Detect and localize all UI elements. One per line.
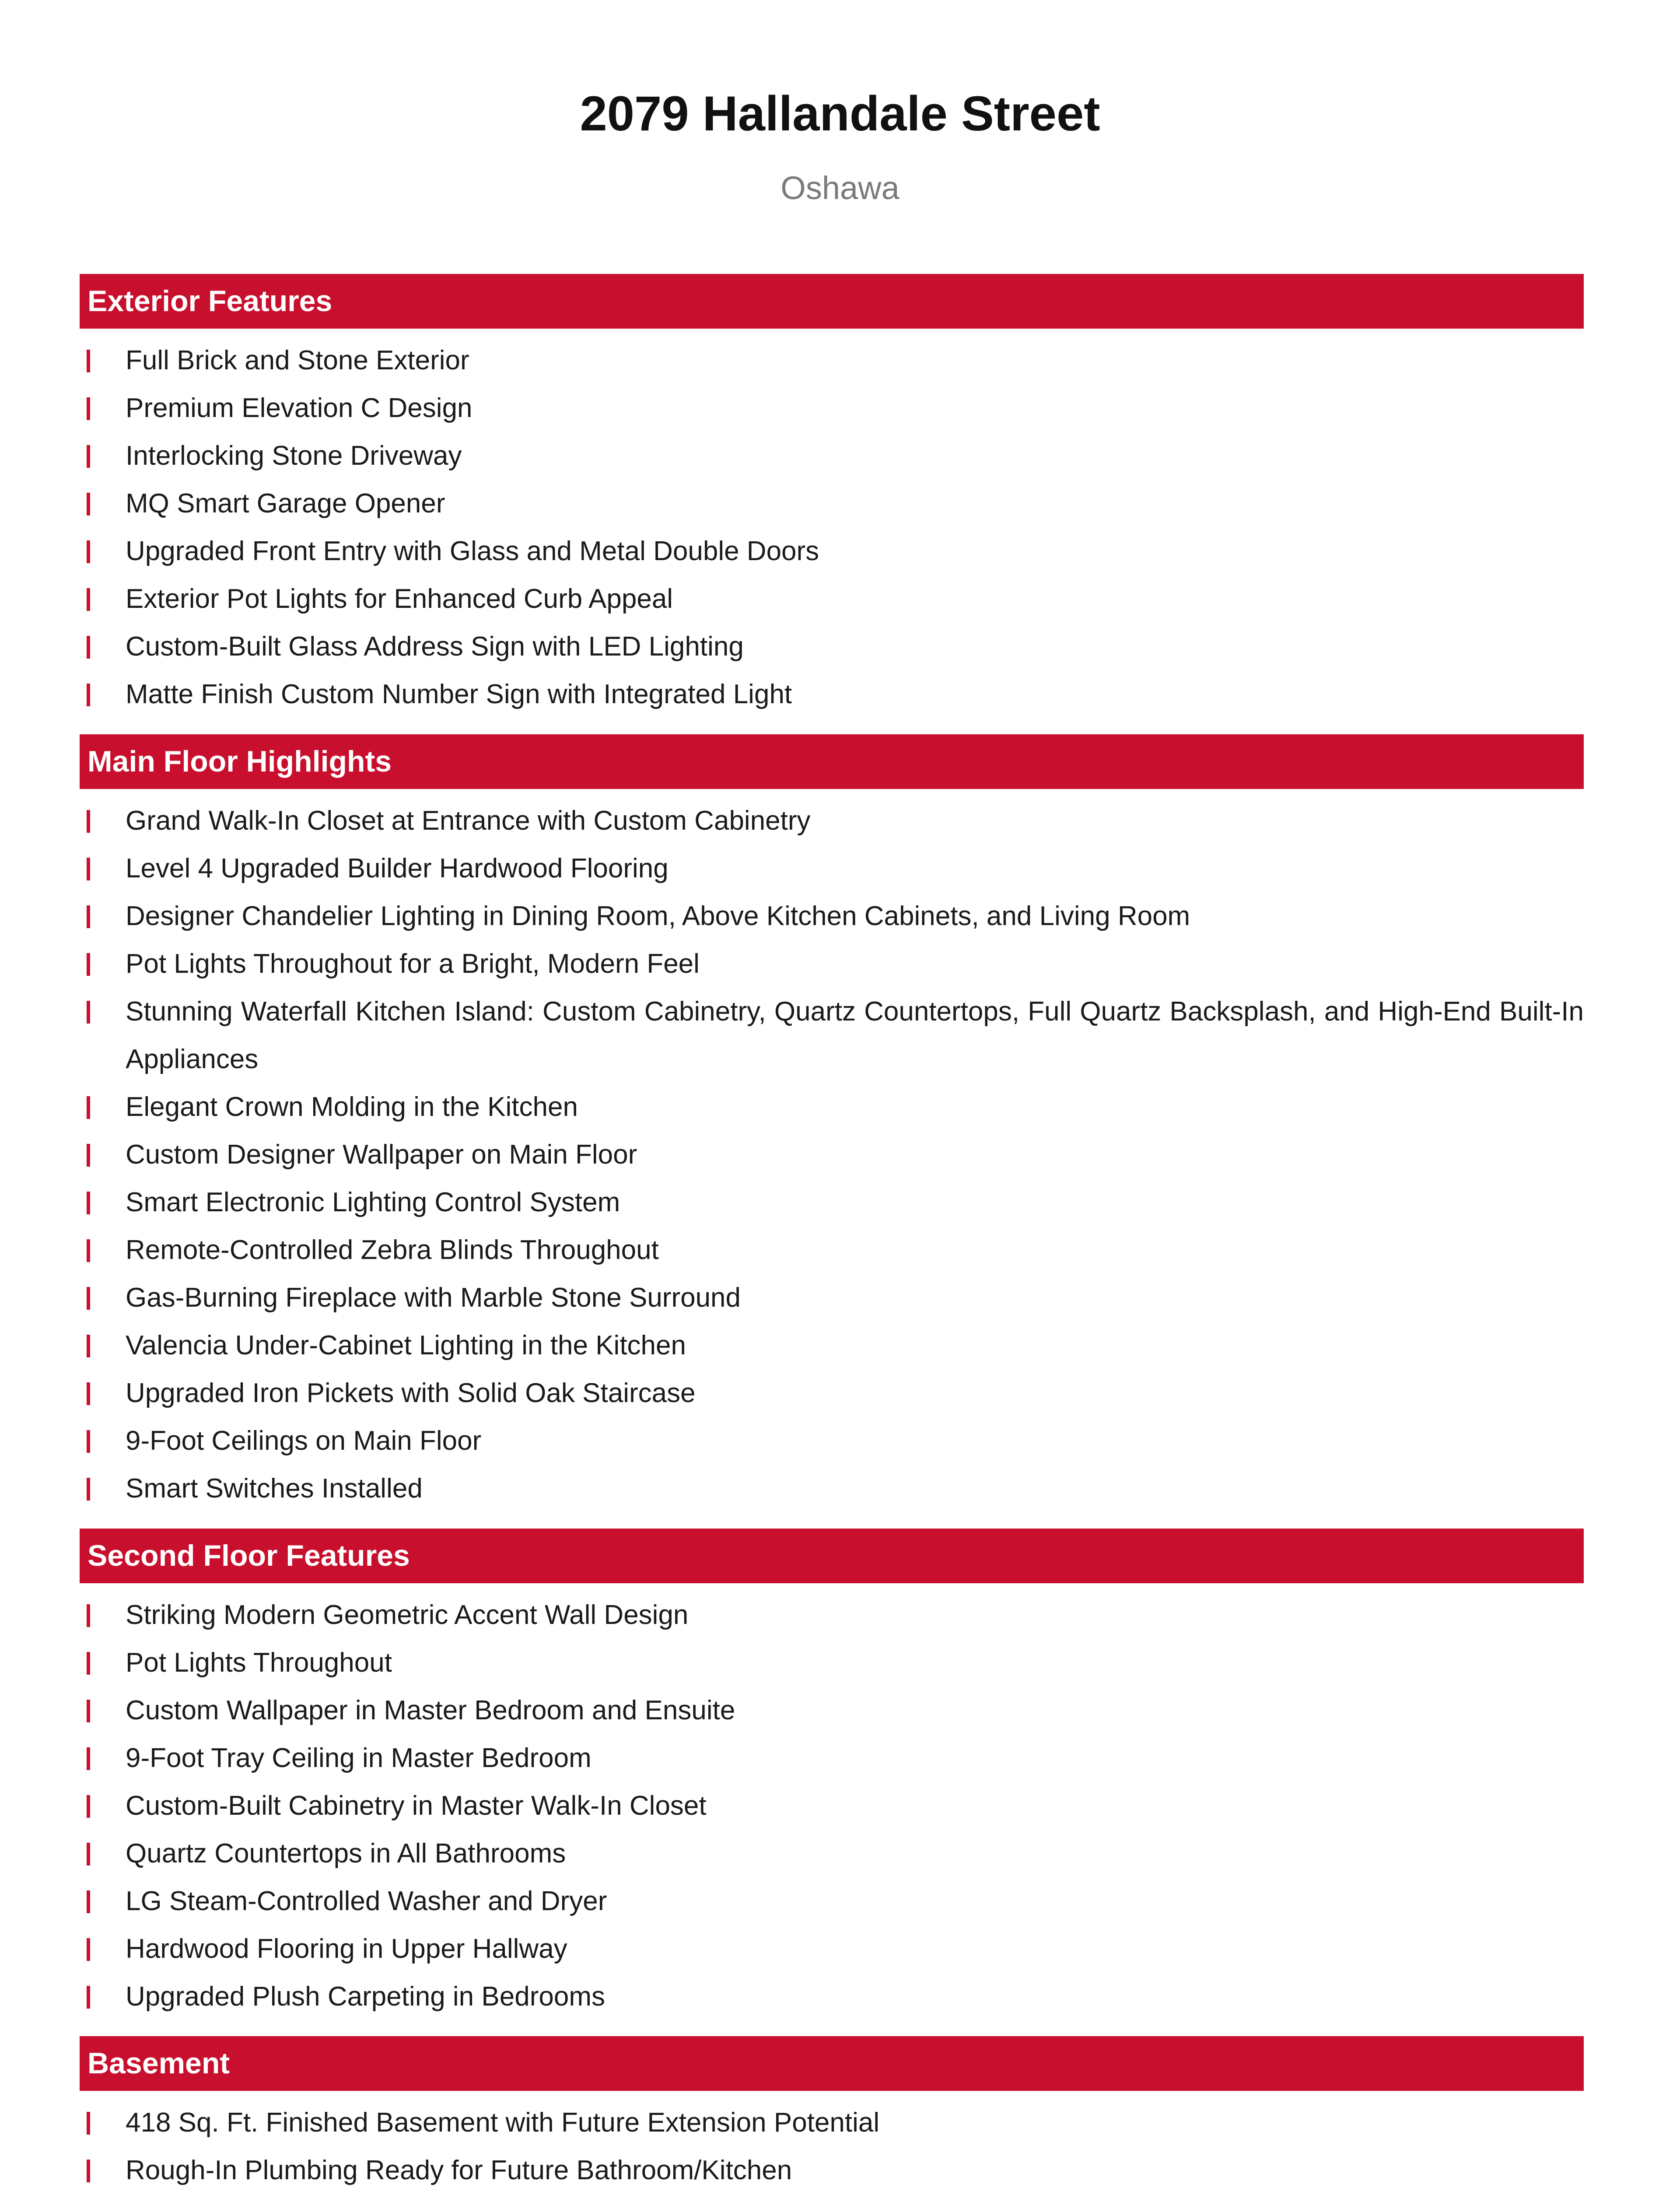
list-item: Quartz Countertops in All Bathrooms	[80, 1830, 1584, 1877]
list-item: Premium Elevation C Design	[80, 384, 1584, 432]
list-item: Remote-Controlled Zebra Blinds Throughout	[80, 1226, 1584, 1274]
section-heading: Main Floor Highlights	[80, 734, 1584, 789]
list-item: Custom-Built Cabinetry in Master Walk-In Closet	[80, 1782, 1584, 1830]
list-item: Level 4 Upgraded Builder Hardwood Flooring	[80, 845, 1584, 892]
list-item: 9-Foot Ceilings on Main Floor	[80, 1417, 1584, 1465]
list-item: Pot Lights Throughout	[80, 1639, 1584, 1687]
section-heading: Second Floor Features	[80, 1529, 1584, 1583]
list-item: Valencia Under-Cabinet Lighting in the Kitchen	[80, 1322, 1584, 1369]
feature-list	[80, 2099, 1584, 2188]
list-item: Matte Finish Custom Number Sign with Integrated Light	[80, 670, 1584, 718]
list-item: Upgraded Iron Pickets with Solid Oak Staircase	[80, 1369, 1584, 1417]
list-item: LG Steam-Controlled Washer and Dryer	[80, 1877, 1584, 1925]
list-item: 418 Sq. Ft. Finished Basement with Future Extension Potential	[80, 2099, 1584, 2146]
section-exterior-features	[80, 274, 1584, 718]
list-item: Striking Modern Geometric Accent Wall Design	[80, 1591, 1584, 1639]
list-item: Custom Designer Wallpaper on Main Floor	[80, 1131, 1584, 1178]
list-item: Upgraded Plush Carpeting in Bedrooms	[80, 1973, 1584, 2020]
list-item: Stunning Waterfall Kitchen Island: Custom Cabinetry, Quartz Countertops, Full Quartz Backsplash, and High-End Built-In Appliances	[80, 988, 1584, 1083]
section-second-floor-features	[80, 1529, 1584, 2020]
list-item: Designer Chandelier Lighting in Dining Room, Above Kitchen Cabinets, and Living Room	[80, 892, 1584, 940]
section-basement	[80, 2036, 1584, 2188]
list-item: Rough-In Plumbing Ready for Future Bathroom/Kitchen	[80, 2146, 1584, 2188]
section-main-floor-highlights	[80, 734, 1584, 1512]
list-item: Interlocking Stone Driveway	[80, 432, 1584, 480]
feature-list	[80, 1591, 1584, 2020]
page-title: 2079 Hallandale Street	[580, 86, 1100, 141]
list-item: 9-Foot Tray Ceiling in Master Bedroom	[80, 1734, 1584, 1782]
list-item: Elegant Crown Molding in the Kitchen	[80, 1083, 1584, 1131]
page-subtitle: Oshawa	[780, 170, 900, 206]
list-item: MQ Smart Garage Opener	[80, 480, 1584, 527]
list-item: Exterior Pot Lights for Enhanced Curb Appeal	[80, 575, 1584, 623]
list-item: Hardwood Flooring in Upper Hallway	[80, 1925, 1584, 1973]
list-item: Gas-Burning Fireplace with Marble Stone Surround	[80, 1274, 1584, 1322]
list-item: Grand Walk-In Closet at Entrance with Custom Cabinetry	[80, 797, 1584, 845]
list-item: Pot Lights Throughout for a Bright, Modern Feel	[80, 940, 1584, 988]
section-heading: Basement	[80, 2036, 1584, 2091]
list-item: Custom Wallpaper in Master Bedroom and Ensuite	[80, 1687, 1584, 1734]
list-item: Smart Switches Installed	[80, 1465, 1584, 1512]
section-heading: Exterior Features	[80, 274, 1584, 329]
list-item: Upgraded Front Entry with Glass and Metal Double Doors	[80, 527, 1584, 575]
feature-list	[80, 337, 1584, 718]
list-item: Full Brick and Stone Exterior	[80, 337, 1584, 384]
list-item: Smart Electronic Lighting Control System	[80, 1178, 1584, 1226]
feature-list	[80, 797, 1584, 1512]
list-item: Custom-Built Glass Address Sign with LED Lighting	[80, 623, 1584, 670]
